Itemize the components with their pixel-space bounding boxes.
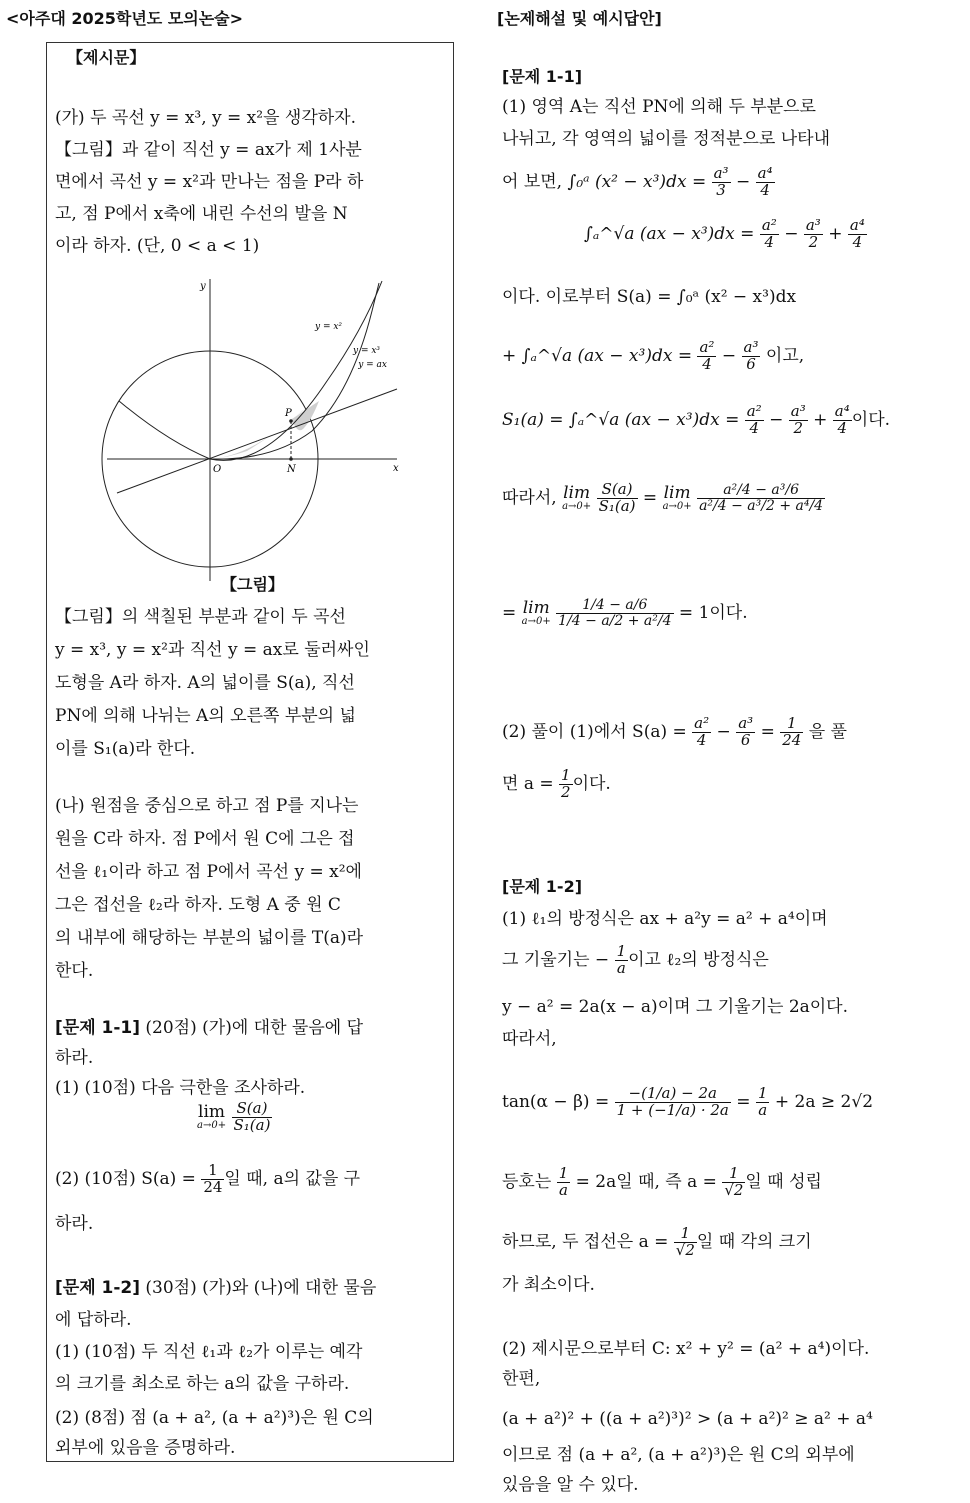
header-left: <아주대 2025학년도 모의논술> — [6, 9, 244, 28]
q11-lim-num: S(a) — [232, 1101, 273, 1118]
sol-s2-pre: 그 기울기는 − — [502, 949, 610, 970]
r3-f2-den: 6 — [746, 354, 756, 373]
sol-s6-line: 하므로, 두 접선은 a = $\frac{1}{√2}$ 일 때 각의 크기 — [502, 1224, 812, 1259]
sol-r5-lim2-sub: a→0+ — [662, 500, 692, 512]
sol-r8-post: 이다. — [572, 773, 611, 794]
r4-f2-den: 2 — [793, 418, 804, 437]
r3-f1-num: a² — [699, 338, 715, 356]
q11-limit-expression — [197, 1101, 272, 1134]
int2-f3-num: a⁴ — [849, 216, 865, 234]
q12-part2-a: (2) (8점) 점 (a + a², (a + a²)³)은 원 C의 — [55, 1408, 374, 1428]
na-line-5: 의 내부에 해당하는 부분의 넓이를 T(a)라 — [55, 928, 364, 948]
na-line-1: (나) 원점을 중심으로 하고 점 P를 지나는 — [55, 796, 359, 816]
sol-tan-num: −(1/a) − 2a — [615, 1086, 731, 1103]
sol-int2: ∫ₐ^√a (ax − x³)dx = — [584, 223, 755, 244]
sol-tan-post2: + 2a ≥ 2√2 — [774, 1091, 874, 1112]
sol-s5-post: 일 때 성립 — [745, 1171, 822, 1192]
sol-tan-post: = — [736, 1091, 751, 1112]
label-p: P — [285, 408, 292, 419]
ga-line-1: (가) 두 곡선 y = x³, y = x²을 생각하자. — [55, 108, 357, 128]
problem-box — [46, 42, 454, 1462]
label-curve-x3: y = x³ — [353, 346, 381, 356]
q11-heading: [문제 1-1] — [55, 1018, 141, 1038]
q11-heading-rest2: 하라. — [55, 1048, 94, 1068]
sol-r3-post: 이고, — [765, 345, 805, 366]
sol-r4-line: S₁(a) = ∫ₐ^√a (ax − x³)dx = $\frac{\text{a²}}{4}$ − $\frac{\text{a³}}{2}$ + $\frac{\text{a⁴}}{4}$ 이다. — [502, 402, 891, 437]
sol-s5-line: 등호는 $\frac{1}{a}$ = 2a일 때, 즉 a = $\frac{1}{√2}$ 일 때 성립 — [502, 1164, 822, 1199]
sol-r5-den: S₁(a) — [598, 496, 636, 515]
sol-s3: y − a² = 2a(x − a)이며 그 기울기는 2a이다. — [502, 997, 849, 1017]
label-y: y — [200, 281, 206, 292]
int1-f1-num: a³ — [713, 164, 729, 182]
na-line-4: 그은 접선을 ℓ₂라 하자. 도형 A 중 원 C — [55, 895, 341, 915]
q11-part2-c: 하라. — [55, 1214, 94, 1234]
sol-tan-den: 1 + (−1/a) · 2a — [616, 1100, 729, 1119]
sol-r8-line — [502, 768, 611, 801]
int1-f1-den: 3 — [716, 180, 726, 199]
int2-f3-den: 4 — [852, 232, 863, 251]
sol-s6-pre: 하므로, 두 접선은 a = — [502, 1231, 669, 1252]
sol-r6-lim-sub: a→0+ — [521, 616, 551, 627]
label-n: N — [287, 464, 296, 475]
sol-r6-post: = 1이다. — [678, 603, 748, 623]
sol-s10: (a + a²)² + ((a + a²)³)² > (a + a²)² ≥ a² + a⁴ — [502, 1409, 873, 1429]
r4-f1-den: 4 — [749, 418, 759, 437]
q12-part2-b: 외부에 있음을 증명하라. — [55, 1438, 236, 1458]
sol-r7-line: (2) 풀이 (1)에서 S(a) = $\frac{\text{a²}}{4}$ − $\frac{\text{a³}}{6}$ = $\frac{1}{24}$ 을 풀 — [502, 714, 847, 749]
label-line-ax: y = ax — [358, 360, 387, 370]
figure-caption: 【그림】 — [221, 575, 284, 594]
q12-heading-line — [55, 1273, 376, 1304]
sol-s2-post: 이고 ℓ₂의 방정식은 — [628, 949, 769, 970]
r4-f3-num: a⁴ — [834, 402, 850, 420]
fig-desc-line-5: 이를 S₁(a)라 한다. — [55, 739, 196, 759]
sol-r4-pre: S₁(a) = ∫ₐ^√a (ax − x³)dx = — [502, 409, 740, 430]
label-curve-x2: y = x² — [315, 322, 343, 332]
r8-den: 2 — [561, 782, 571, 801]
sol-s6-post: 일 때 각의 크기 — [696, 1231, 812, 1252]
graph-figure — [97, 271, 407, 591]
fig-desc-line-1: 【그림】의 색칠된 부분과 같이 두 곡선 — [55, 607, 346, 627]
q11-part2-den: 24 — [203, 1177, 223, 1196]
ga-line-3: 면에서 곡선 y = x²과 만나는 점을 P라 하 — [55, 172, 364, 192]
sol-r5-line: 따라서, lim a→0+ $\frac{S(a)}{\text{S₁(a)}}$ = lim a→0+ $\frac{\text{a²/4 − a³/6}}{\text{a²/4 − a³/2 + a⁴/4}}$ — [502, 480, 824, 515]
sol-s7: 가 최소이다. — [502, 1275, 595, 1295]
q12-part1-a: (1) (10점) 두 직선 ℓ₁과 ℓ₂가 이루는 예각 — [55, 1342, 363, 1362]
q11-lim-sub: a→0+ — [197, 1119, 227, 1131]
sol-r1a: (1) 영역 A는 직선 PN에 의해 두 부분으로 — [502, 97, 816, 117]
jesimun-label: 【제시문】 — [67, 48, 146, 67]
sol-r5-pre: 따라서, — [502, 487, 557, 508]
int2-f2-num: a³ — [805, 216, 821, 234]
r3-f2-num: a³ — [743, 338, 759, 356]
int2-f2-den: 2 — [808, 232, 819, 251]
q11-part2-b: 일 때, a의 값을 구 — [224, 1168, 361, 1189]
q11-lim: lim — [198, 1101, 226, 1122]
sol-r5-lim2: lim — [663, 482, 691, 503]
int2-f1-den: 4 — [764, 232, 775, 251]
sol-r3-pre: + ∫ₐ^√a (ax − x³)dx = — [502, 345, 693, 366]
sol-r1c-pre: 어 보면, — [502, 171, 563, 192]
sol-s1: (1) ℓ₁의 방정식은 ax + a²y = a² + a⁴이며 — [502, 909, 828, 929]
sol-tan-line: tan(α − β) = $\frac{-(1/a) - 2a}{1 + (-1/a) \cdot 2a}$ = $\frac{1}{a}$ + 2a ≥ 2√2 — [502, 1084, 874, 1119]
q12-part1-b: 의 크기를 최소로 하는 a의 값을 구하라. — [55, 1374, 350, 1394]
na-line-3: 선을 ℓ₁이라 하고 점 P에서 곡선 y = x²에 — [55, 862, 362, 882]
solution-column — [498, 0, 958, 1503]
r4-f3-den: 4 — [837, 418, 848, 437]
q11-heading-rest: (20점) (가)에 대한 물음에 답 — [140, 1018, 363, 1038]
sol-s8: (2) 제시문으로부터 C: x² + y² = (a² + a⁴)이다. — [502, 1339, 870, 1359]
sol-r7-pre: (2) 풀이 (1)에서 S(a) = — [502, 721, 687, 742]
fig-desc-line-4: PN에 의해 나뉘는 A의 오른쪽 부분의 넓 — [55, 706, 356, 726]
sol-r6-line: = lim a→0+ $\frac{1/4 - a/6}{\text{1/4 − a/2 + a²/4}}$ = 1이다. — [502, 597, 748, 629]
sol-int2-line: ∫ₐ^√a (ax − x³)dx = $\frac{\text{a²}}{4}$ − $\frac{\text{a³}}{2}$ + $\frac{\text{a⁴}}{4}$ — [584, 216, 865, 251]
sol-r5-lim-sub: a→0+ — [562, 500, 592, 512]
sol-r4-post: 이다. — [851, 409, 891, 430]
sol-q12-heading: [문제 1-2] — [502, 877, 583, 896]
sol-r3-line: + ∫ₐ^√a (ax − x³)dx = $\frac{\text{a²}}{4}$ − $\frac{\text{a³}}{6}$ 이고, — [502, 338, 805, 373]
q11-part2-a: (2) (10점) S(a) = — [55, 1168, 196, 1189]
q11-lim-den: S₁(a) — [233, 1115, 271, 1134]
ga-line-4: 고, 점 P에서 x축에 내린 수선의 발을 N — [55, 204, 348, 224]
sol-r1b: 나뉘고, 각 영역의 넓이를 정적분으로 나타내 — [502, 129, 831, 149]
label-o: O — [213, 464, 222, 475]
sol-s11: 이므로 점 (a + a², (a + a²)³)은 원 C의 외부에 — [502, 1445, 855, 1465]
r4-f1-num: a² — [746, 402, 762, 420]
q12-heading-rest: (30점) (가)와 (나)에 대한 물음 — [140, 1278, 377, 1298]
r4-f2-num: a³ — [790, 402, 806, 420]
ga-line-2: 【그림】과 같이 직선 y = ax가 제 1사분 — [55, 140, 362, 160]
q11-part1: (1) (10점) 다음 극한을 조사하라. — [55, 1078, 306, 1098]
sol-r5-num: S(a) — [597, 482, 638, 499]
sol-q11-heading: [문제 1-1] — [502, 67, 583, 86]
sol-int1: ∫₀ᵃ (x² − x³)dx = — [567, 171, 707, 192]
na-line-2: 원을 C라 하자. 점 P에서 원 C에 그은 접 — [55, 829, 355, 849]
q11-heading-line — [55, 1013, 363, 1044]
sol-s2-line: 그 기울기는 − $\frac{1}{a}$ 이고 ℓ₂의 방정식은 — [502, 942, 769, 977]
sol-r6-lim: lim — [522, 598, 550, 618]
sol-r7-mid: = — [760, 721, 775, 742]
int1-f2-num: a⁴ — [757, 164, 773, 182]
sol-tan-pre: tan(α − β) = — [502, 1091, 610, 1112]
sol-r6-pre: = — [502, 603, 517, 623]
q12-heading: [문제 1-2] — [55, 1278, 141, 1298]
header-right: [논제해설 및 예시답안] — [497, 9, 662, 28]
sol-s5-mid: = 2a일 때, 즉 a = — [575, 1171, 717, 1192]
q11-part2-line — [55, 1163, 360, 1196]
r3-f1-den: 4 — [702, 354, 712, 373]
q11-part2-num: 1 — [201, 1163, 224, 1180]
ga-line-5: 이라 하자. (단, 0 < a < 1) — [55, 236, 260, 256]
label-x: x — [393, 463, 399, 474]
sol-r8-pre: 면 a = — [502, 773, 554, 794]
int2-f1-num: a² — [761, 216, 777, 234]
sol-s4: 따라서, — [502, 1029, 557, 1049]
sol-s12: 있음을 알 수 있다. — [502, 1475, 639, 1495]
sol-s9: 한편, — [502, 1369, 541, 1389]
sol-r2: 이다. 이로부터 S(a) = ∫₀ᵃ (x² − x³)dx — [502, 287, 797, 307]
sol-int1-line: 어 보면, ∫₀ᵃ (x² − x³)dx = $\frac{\text{a³}}{3}$ − $\frac{\text{a⁴}}{4}$ — [502, 164, 773, 199]
q12-heading-rest2: 에 답하라. — [55, 1310, 132, 1330]
sol-r7-post: 을 풀 — [808, 721, 847, 742]
sol-s5-pre: 등호는 — [502, 1171, 552, 1192]
int1-f2-den: 4 — [760, 180, 770, 199]
fig-desc-line-3: 도형을 A라 하자. A의 넓이를 S(a), 직선 — [55, 673, 355, 693]
na-line-6: 한다. — [55, 961, 94, 981]
sol-r5-lim: lim — [563, 482, 591, 503]
fig-desc-line-2: y = x³, y = x²과 직선 y = ax로 둘러싸인 — [55, 640, 370, 660]
r8-num: 1 — [561, 766, 571, 784]
